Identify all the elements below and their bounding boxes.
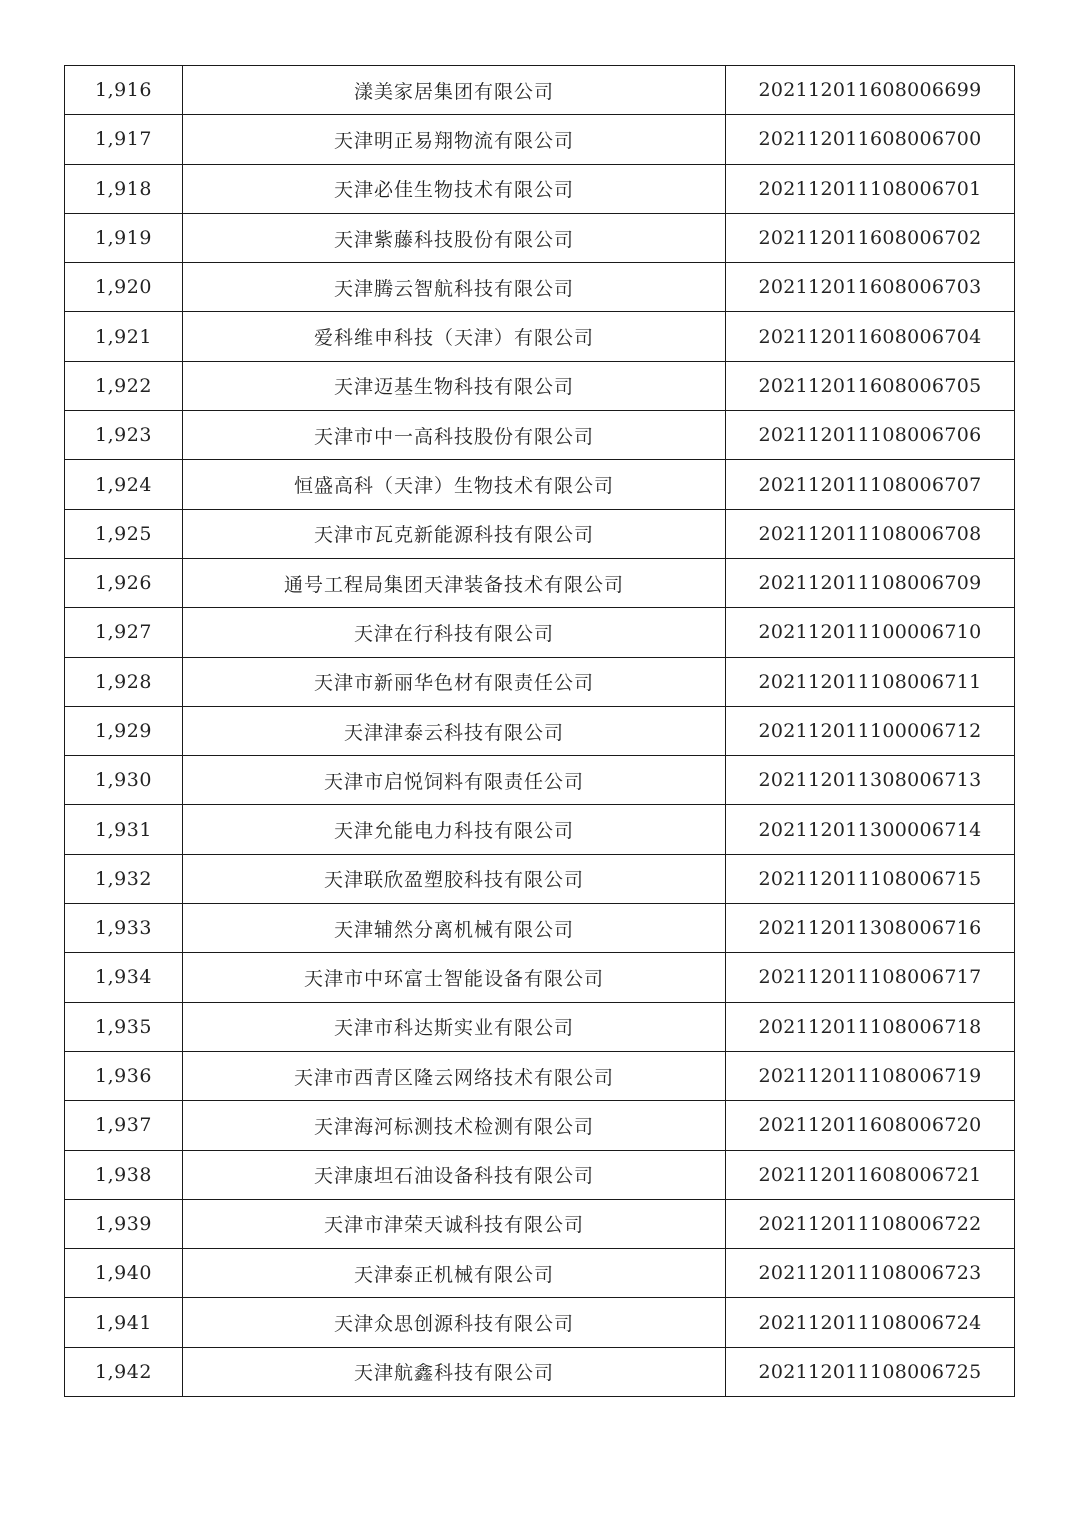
company-name-cell: 天津迈基生物科技有限公司 <box>183 361 726 410</box>
table-row <box>65 1051 1015 1100</box>
table-row <box>65 213 1015 262</box>
serial-number-cell: 1,930 <box>65 756 183 805</box>
serial-number-cell: 1,936 <box>65 1051 183 1100</box>
registration-code-cell: 202112011108006725 <box>726 1347 1015 1396</box>
registration-code-cell: 202112011108006706 <box>726 411 1015 460</box>
company-name-cell: 天津津泰云科技有限公司 <box>183 706 726 755</box>
registration-code-cell: 202112011108006722 <box>726 1199 1015 1248</box>
registration-code-cell: 202112011608006700 <box>726 115 1015 164</box>
company-name-cell: 天津市科达斯实业有限公司 <box>183 1002 726 1051</box>
company-name-cell: 爱科维申科技（天津）有限公司 <box>183 312 726 361</box>
serial-number-cell: 1,922 <box>65 361 183 410</box>
table-row <box>65 1199 1015 1248</box>
serial-number-cell: 1,918 <box>65 164 183 213</box>
registration-code-cell: 202112011100006712 <box>726 706 1015 755</box>
registration-code-cell: 202112011108006707 <box>726 460 1015 509</box>
company-name-cell: 天津紫藤科技股份有限公司 <box>183 213 726 262</box>
table-row <box>65 953 1015 1002</box>
registration-code-cell: 202112011608006705 <box>726 361 1015 410</box>
serial-number-cell: 1,928 <box>65 657 183 706</box>
serial-number-cell: 1,937 <box>65 1101 183 1150</box>
registration-code-cell: 202112011108006724 <box>726 1298 1015 1347</box>
registration-code-cell: 202112011108006711 <box>726 657 1015 706</box>
table-row <box>65 312 1015 361</box>
table-row <box>65 460 1015 509</box>
serial-number-cell: 1,920 <box>65 263 183 312</box>
serial-number-cell: 1,942 <box>65 1347 183 1396</box>
table-row <box>65 1347 1015 1396</box>
serial-number-cell: 1,932 <box>65 854 183 903</box>
company-name-cell: 天津必佳生物技术有限公司 <box>183 164 726 213</box>
registration-code-cell: 202112011108006701 <box>726 164 1015 213</box>
table-row <box>65 608 1015 657</box>
registration-code-cell: 202112011108006715 <box>726 854 1015 903</box>
serial-number-cell: 1,919 <box>65 213 183 262</box>
table-row <box>65 361 1015 410</box>
company-name-cell: 通号工程局集团天津装备技术有限公司 <box>183 558 726 607</box>
table-row <box>65 657 1015 706</box>
table-row <box>65 706 1015 755</box>
table-row <box>65 411 1015 460</box>
table-row <box>65 263 1015 312</box>
registration-code-cell: 202112011608006699 <box>726 66 1015 115</box>
registration-code-cell: 202112011608006721 <box>726 1150 1015 1199</box>
table-row <box>65 115 1015 164</box>
registration-code-cell: 202112011608006704 <box>726 312 1015 361</box>
serial-number-cell: 1,941 <box>65 1298 183 1347</box>
registration-code-cell: 202112011608006720 <box>726 1101 1015 1150</box>
serial-number-cell: 1,925 <box>65 509 183 558</box>
registration-code-cell: 202112011108006723 <box>726 1249 1015 1298</box>
company-name-cell: 天津泰正机械有限公司 <box>183 1249 726 1298</box>
company-name-cell: 天津市启悦饲料有限责任公司 <box>183 756 726 805</box>
registration-code-cell: 202112011108006708 <box>726 509 1015 558</box>
registration-code-cell: 202112011100006710 <box>726 608 1015 657</box>
table-row <box>65 1002 1015 1051</box>
company-name-cell: 天津众思创源科技有限公司 <box>183 1298 726 1347</box>
company-name-cell: 天津海河标测技术检测有限公司 <box>183 1101 726 1150</box>
registration-code-cell: 202112011608006703 <box>726 263 1015 312</box>
company-name-cell: 天津市新丽华色材有限责任公司 <box>183 657 726 706</box>
table-row <box>65 66 1015 115</box>
serial-number-cell: 1,927 <box>65 608 183 657</box>
table-row <box>65 164 1015 213</box>
registration-code-cell: 202112011300006714 <box>726 805 1015 854</box>
serial-number-cell: 1,929 <box>65 706 183 755</box>
company-name-cell: 天津辅然分离机械有限公司 <box>183 904 726 953</box>
company-name-cell: 天津允能电力科技有限公司 <box>183 805 726 854</box>
company-name-cell: 恒盛高科（天津）生物技术有限公司 <box>183 460 726 509</box>
table-row <box>65 1298 1015 1347</box>
registration-code-cell: 202112011108006717 <box>726 953 1015 1002</box>
serial-number-cell: 1,923 <box>65 411 183 460</box>
registration-code-cell: 202112011108006709 <box>726 558 1015 607</box>
table-row <box>65 805 1015 854</box>
company-name-cell: 漾美家居集团有限公司 <box>183 66 726 115</box>
serial-number-cell: 1,933 <box>65 904 183 953</box>
company-list-table <box>64 65 1015 1397</box>
company-name-cell: 天津市中一高科技股份有限公司 <box>183 411 726 460</box>
serial-number-cell: 1,926 <box>65 558 183 607</box>
table-row <box>65 1249 1015 1298</box>
table-row <box>65 756 1015 805</box>
table-body <box>65 66 1015 1397</box>
serial-number-cell: 1,935 <box>65 1002 183 1051</box>
company-name-cell: 天津联欣盈塑胶科技有限公司 <box>183 854 726 903</box>
company-name-cell: 天津在行科技有限公司 <box>183 608 726 657</box>
registration-code-cell: 202112011108006719 <box>726 1051 1015 1100</box>
company-name-cell: 天津市西青区隆云网络技术有限公司 <box>183 1051 726 1100</box>
serial-number-cell: 1,917 <box>65 115 183 164</box>
serial-number-cell: 1,938 <box>65 1150 183 1199</box>
serial-number-cell: 1,939 <box>65 1199 183 1248</box>
company-name-cell: 天津明正易翔物流有限公司 <box>183 115 726 164</box>
serial-number-cell: 1,924 <box>65 460 183 509</box>
table-row <box>65 558 1015 607</box>
serial-number-cell: 1,940 <box>65 1249 183 1298</box>
serial-number-cell: 1,921 <box>65 312 183 361</box>
company-name-cell: 天津市瓦克新能源科技有限公司 <box>183 509 726 558</box>
table-row <box>65 1101 1015 1150</box>
table-row <box>65 1150 1015 1199</box>
table-row <box>65 854 1015 903</box>
table-row <box>65 904 1015 953</box>
registration-code-cell: 202112011608006702 <box>726 213 1015 262</box>
registration-code-cell: 202112011308006716 <box>726 904 1015 953</box>
registration-code-cell: 202112011108006718 <box>726 1002 1015 1051</box>
table-row <box>65 509 1015 558</box>
company-name-cell: 天津康坦石油设备科技有限公司 <box>183 1150 726 1199</box>
company-name-cell: 天津市中环富士智能设备有限公司 <box>183 953 726 1002</box>
company-name-cell: 天津市津荣天诚科技有限公司 <box>183 1199 726 1248</box>
registration-code-cell: 202112011308006713 <box>726 756 1015 805</box>
company-name-cell: 天津腾云智航科技有限公司 <box>183 263 726 312</box>
serial-number-cell: 1,916 <box>65 66 183 115</box>
serial-number-cell: 1,931 <box>65 805 183 854</box>
serial-number-cell: 1,934 <box>65 953 183 1002</box>
company-name-cell: 天津航鑫科技有限公司 <box>183 1347 726 1396</box>
